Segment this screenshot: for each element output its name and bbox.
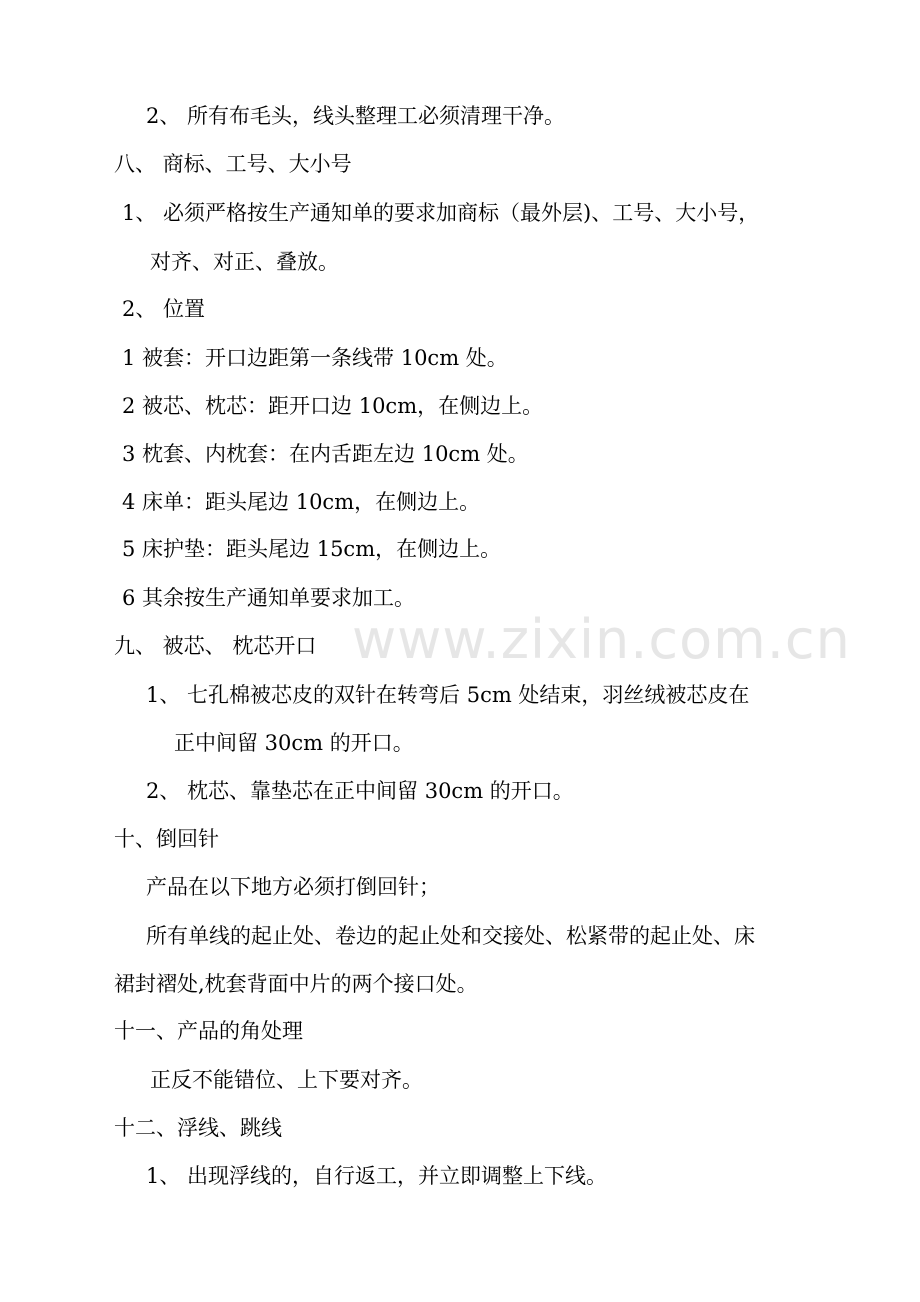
position-1: 1 被套：开口边距第一条线带 10cm 处。 <box>122 346 508 370</box>
section-10-text-2: 所有单线的起止处、卷边的起止处和交接处、松紧带的起止处、床 <box>146 924 755 948</box>
position-3: 3 枕套、内枕套：在内舌距左边 10cm 处。 <box>122 442 529 466</box>
section-9-item-1: 1、 七孔棉被芯皮的双针在转弯后 5cm 处结束，羽丝绒被芯皮在 <box>146 683 750 707</box>
section-9-item-2: 2、 枕芯、靠垫芯在正中间留 30cm 的开口。 <box>146 779 574 803</box>
section-8-item-1: 1、 必须严格按生产通知单的要求加商标（最外层)、工号、大小号， <box>122 201 760 225</box>
section-12-item-1: 1、 出现浮线的，自行返工，并立即调整上下线。 <box>146 1164 608 1188</box>
section-12-heading: 十二、浮线、跳线 <box>114 1116 282 1140</box>
position-6: 6 其余按生产通知单要求加工。 <box>122 586 416 610</box>
item-2-clean-threads: 2、 所有布毛头，线头整理工必须清理干净。 <box>146 104 566 128</box>
section-8-item-1-cont: 对齐、对正、叠放。 <box>150 250 339 274</box>
section-11-heading: 十一、产品的角处理 <box>114 1019 303 1043</box>
section-11-text: 正反不能错位、上下要对齐。 <box>150 1068 423 1092</box>
section-8-heading: 八、 商标、工号、大小号 <box>114 152 352 176</box>
watermark: www.zixin.com.cn <box>352 608 851 671</box>
section-9-item-1-cont: 正中间留 30cm 的开口。 <box>174 731 414 755</box>
position-4: 4 床单：距头尾边 10cm，在侧边上。 <box>122 490 481 514</box>
section-9-heading: 九、 被芯、 枕芯开口 <box>114 634 317 658</box>
section-10-heading: 十、倒回针 <box>114 827 219 851</box>
position-5: 5 床护垫：距头尾边 15cm，在侧边上。 <box>122 537 502 561</box>
section-10-text-1: 产品在以下地方必须打倒回针； <box>146 875 440 899</box>
section-8-item-2: 2、 位置 <box>122 297 206 321</box>
section-10-text-2-cont: 裙封褶处,枕套背面中片的两个接口处。 <box>114 972 478 996</box>
position-2: 2 被芯、枕芯：距开口边 10cm，在侧边上。 <box>122 394 544 418</box>
